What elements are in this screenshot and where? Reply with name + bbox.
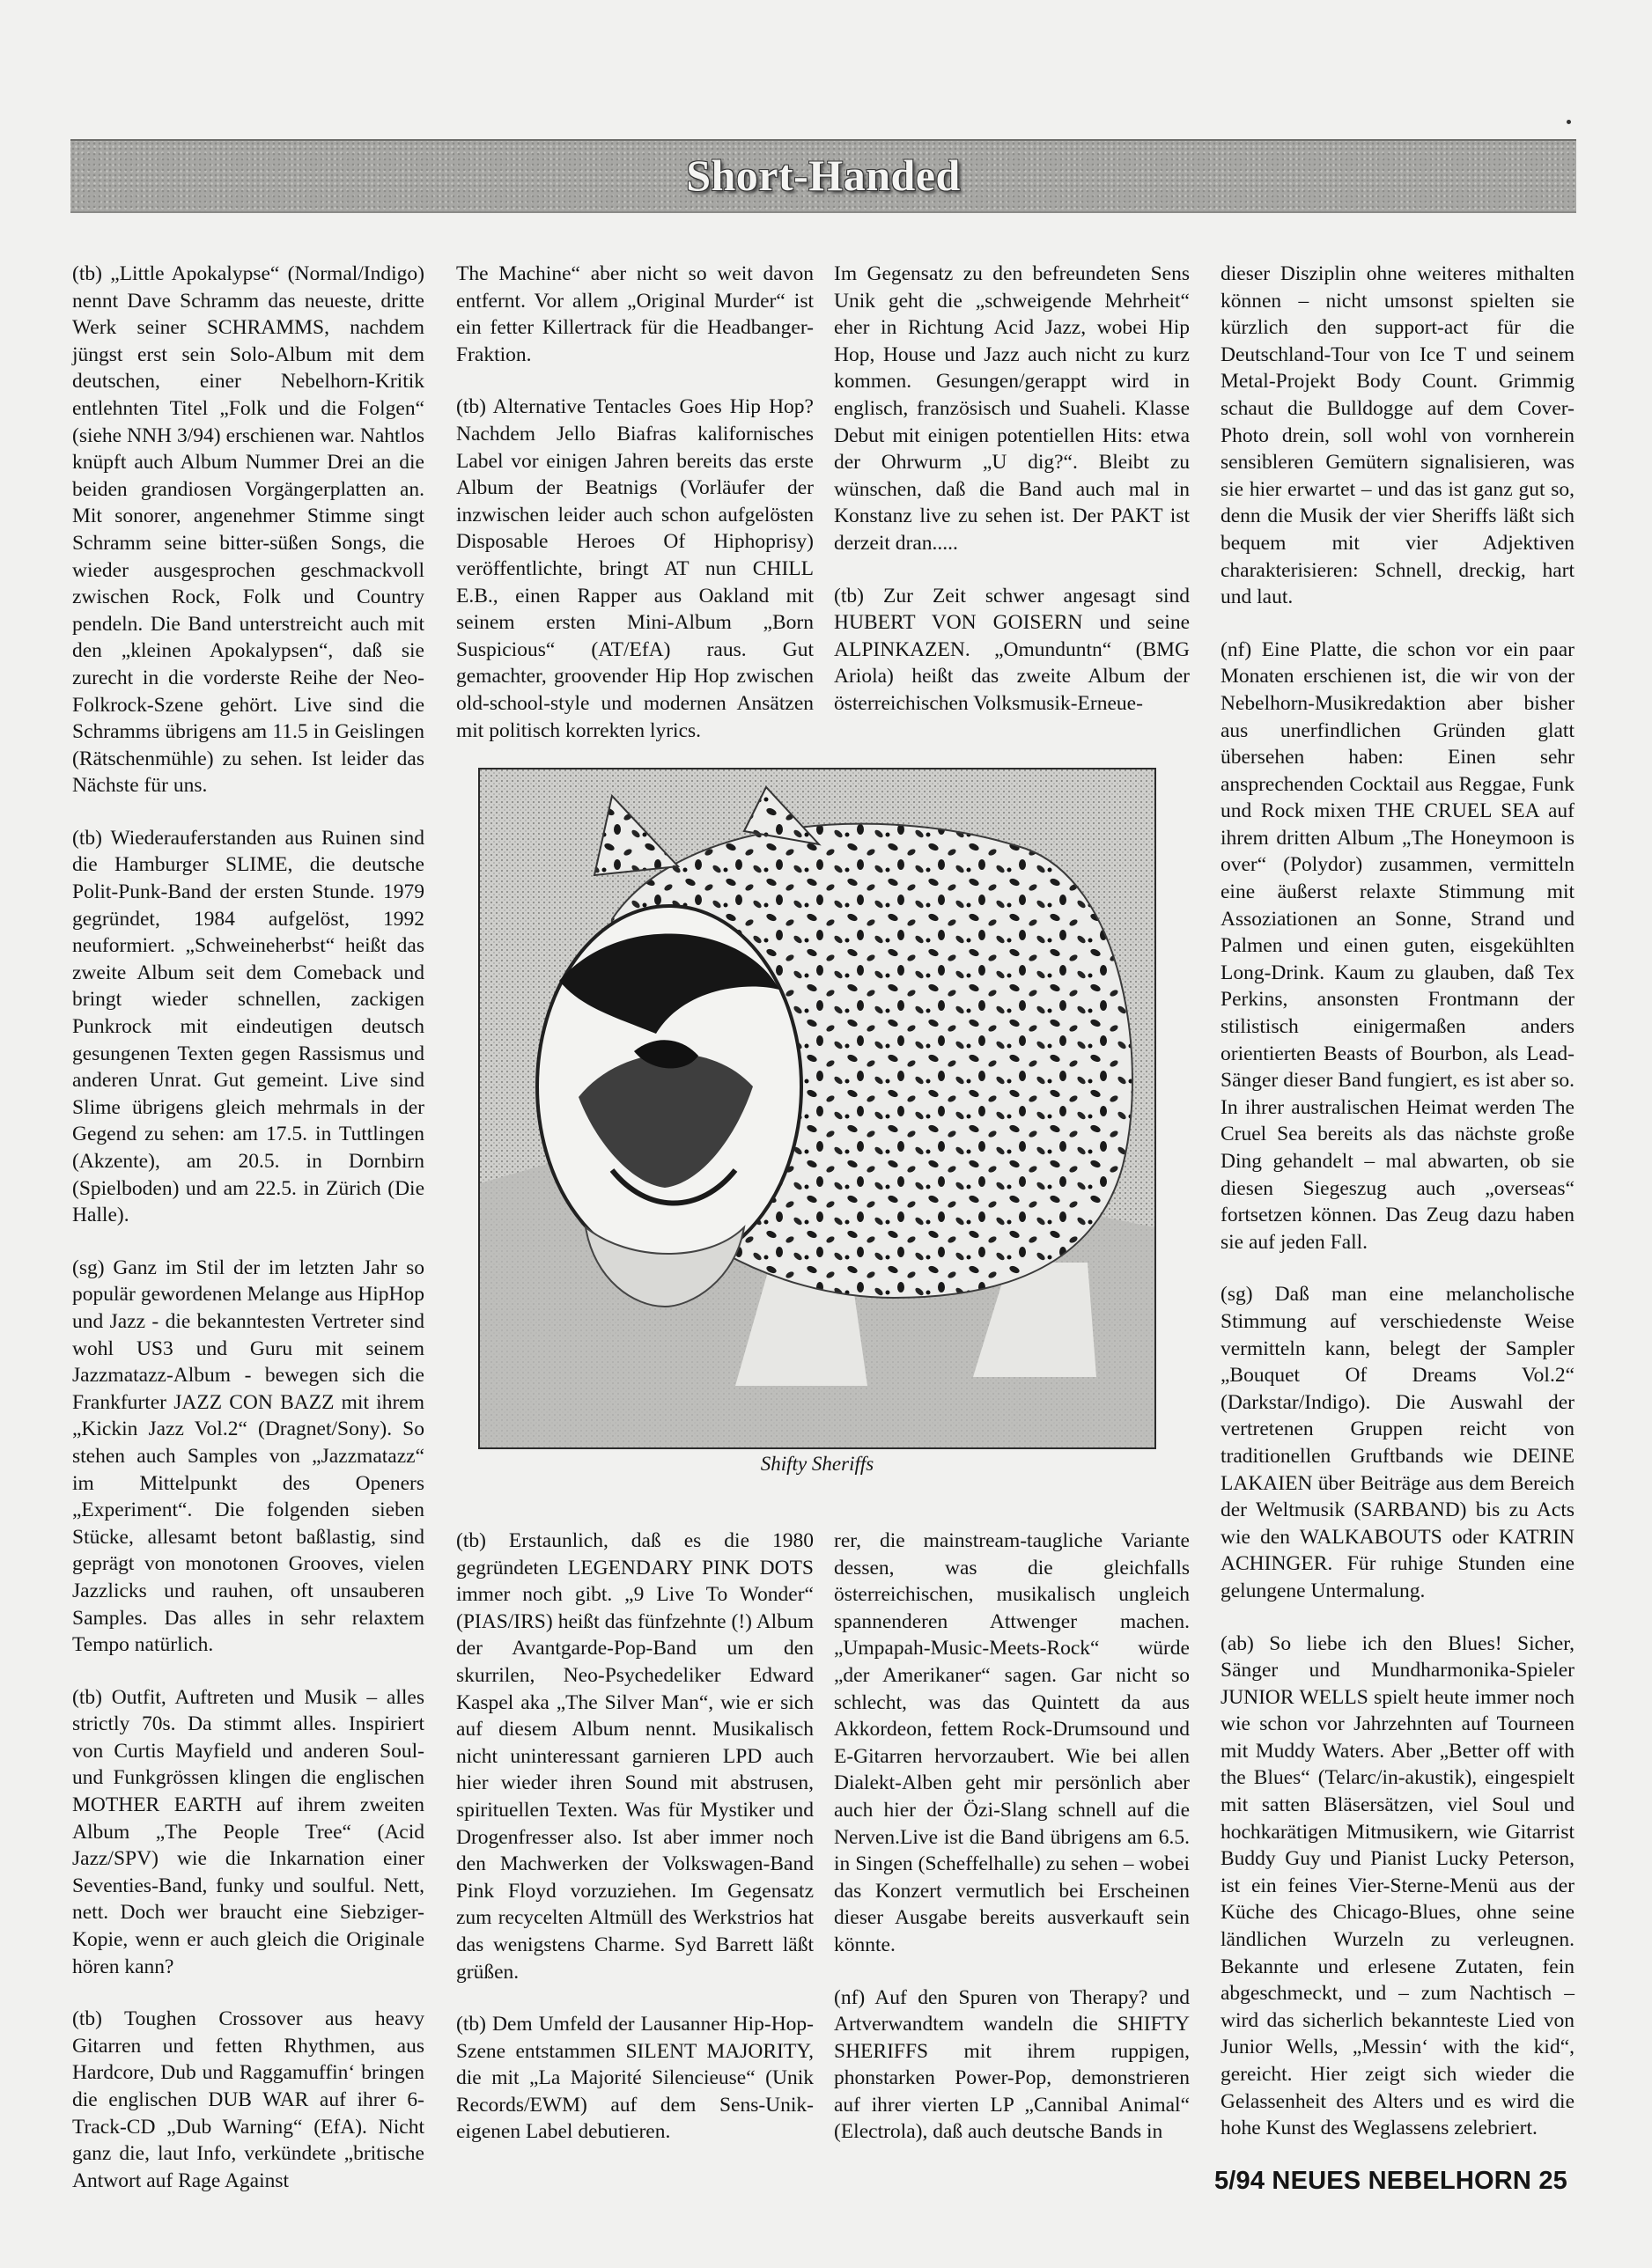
review-shifty-sheriffs: (nf) Auf den Spuren von Therapy? und Artverwandtem wandeln die SHIFTY SHERIFFS mit ihrem ruppigen, phonstarken Power-Pop, demonstrieren auf ihrer vierten LP „Cannibal Animal“ (Electrola), daß auch deutsche Bands in [834,1985,1190,2144]
column-4 [1221,261,1575,2142]
section-banner [70,139,1576,213]
review-hubert-von-goisern: (tb) Zur Zeit schwer angesagt sind HUBERT VON GOISERN und seine ALPINKAZEN. „Omunduntn“ (BMG Ariola) heißt das zweite Album der österreichischen Volksmusik-Erneue- [834,584,1190,715]
review-shifty-sheriffs-cont: dieser Disziplin ohne weiteres mithalten können – nicht umsonst spielten sie kürzlich den support-act für die Deutschland-Tour von Ice T und seinem Metal-Projekt Body Count. Grimmig schaut die Bulldogge auf dem Cover-Photo drein, soll wohl von vornherein sensibleren Gemütern signalisieren, was sie hier erwartet – und das ist ganz gut so, denn die Musik der vier Sheriffs läßt sich bequem mit vier Adjektiven charakterisieren: Schnell, dreckig, hart und laut. [1221,262,1575,609]
review-mother-earth: (tb) Outfit, Auftreten und Musik – alles strictly 70s. Da stimmt alles. Inspiriert von Curtis Mayfield und anderen Soul- und Funkgrössen klingen die englischen MOTHER EARTH auf ihrem zweiten Album „The People Tree“ (Acid Jazz/SPV) wie die Inkarnation einer Seventies-Band, funky und soulful. Nett, nett. Doch wer braucht eine Siebziger-Kopie, wenn er auch gleich die Originale hören kann? [72,1685,424,1978]
column-2-top [456,261,814,744]
photo-caption: Shifty Sheriffs [760,1453,874,1475]
review-chill-eb: (tb) Alternative Tentacles Goes Hip Hop? Nachdem Jello Biafras kalifornisches Label vor einigen Jahren bereits das erste Album der Beatnigs (Vorläufer der inzwischen leider auch schon aufgelösten Disposable Heroes Of Hiphoprisy) veröffentlichte, bringt AT nun CHILL E.B., einen Rapper aus Oakland mit seinem ersten Mini-Album „Born Suspicious“ (AT/EfA) raus. Gut gemachter, groovender Hip Hop zwischen old-school-style und modernen Ansätzen mit politisch korrekten lyrics. [456,395,814,742]
review-junior-wells: (ab) So liebe ich den Blues! Sicher, Sänger und Mundharmonika-Spieler JUNIOR WELLS spielt heute immer noch wie schon vor Jahrzehnten auf Tourneen mit Muddy Waters. Aber „Better off with the Blues“ (Telarc/in-akustik), eingespielt mit satten Bläsersätzen, viel Soul und hochkarätigen Mitmusikern, wie Gitarrist Buddy Guy und Pianist Lucky Peterson, ist ein feines Vier-Sterne-Menü aus der Küche des Chicago-Blues, ohne seine ländlichen Wurzeln zu verleugnen. Bekannte und erlesene Zutaten, fein abgeschmeckt, und – zum Nachtisch – wird das sicherlich bekannteste Lied von Junior Wells, „Messin‘ with the kid“, gereicht. Hier zeigt sich wieder die Gelassenheit des Alters und es wird die hohe Kunst des Weglassens zelebriert. [1221,1631,1575,2140]
bulldog-leopard-mask-image [480,770,1154,1447]
page-footer: 5/94 NEUES NEBELHORN 25 [1213,2167,1567,2195]
review-schramms: (tb) „Little Apokalypse“ (Normal/Indigo) nennt Dave Schramm das neueste, dritte Werk seiner SCHRAMMS, nachdem jüngst erst sein Solo-Album mit dem deutschen, einer Nebelhorn-Kritik entlehnten Titel „Folk und die Folgen“ (siehe NNH 3/94) erschienen war. Nahtlos knüpft auch Album Nummer Drei an die beiden grandiosen Vorgängerplatten an. Mit sonorer, angenehmer Stimme singt Schramm seine bitter-süßen Songs, die wieder ausgesprochen geschmackvoll zwischen Rock, Folk und Country pendeln. Die Band unterstreicht auch mit den „kleinen Apokalypsen“, daß sie zurecht in die vorderste Reihe der Neo-Folkrock-Szene gehört. Live sind die Schramms übrigens am 11.5 in Geislingen (Rätschenmühle) zu sehen. Ist leider das Nächste für uns. [72,262,424,798]
review-dub-war-cont: The Machine“ aber nicht so weit davon entfernt. Vor allem „Original Murder“ ist ein fetter Killertrack für die Headbanger-Fraktion. [456,262,814,366]
review-hubert-von-goisern-cont: rer, die mainstream-taugliche Variante dessen, was die gleichfalls österreichischen, musikalisch ungleich spannenderen Attwenger machen. „Umpapah-Music-Meets-Rock“ würde „der Amerikaner“ sagen. Gar nicht so schlecht, was das Quintett da aus Akkordeon, fettem Rock-Drumsound und E-Gitarren hervorzaubert. Wie bei allen Dialekt-Alben geht mir persönlich aber auch hier der Özi-Slang schnell auf die Nerven.Live ist die Band übrigens am 6.5. in Singen (Scheffelhalle) zu sehen – wobei das Konzert vermutlich bei Erscheinen dieser Ausgabe bereits ausverkauft sein könnte. [834,1529,1190,1956]
column-1 [72,261,424,2194]
band-photo [478,768,1156,1449]
review-dub-war: (tb) Toughen Crossover aus heavy Gitarren und fetten Rhythmen, aus Hardcore, Dub und Raggamuffin‘ bringen die englischen DUB WAR auf ihrer 6-Track-CD „Dub Warning“ (EfA). Nicht ganz die, laut Info, verkündete „britische Antwort auf Rage Against [72,2007,424,2192]
column-2-bottom [456,1528,814,2146]
review-legendary-pink-dots: (tb) Erstaunlich, daß es die 1980 gegründeten LEGENDARY PINK DOTS immer noch gibt. „9 Live To Wonder“ (PIAS/IRS) heißt das fünfzehnte (!) Album der Avantgarde-Pop-Band um den skurrilen, Neo-Psychedeliker Edward Kaspel aka „The Silver Man“, wie er sich auf diesem Album nennt. Musikalisch nicht uninteressant garnieren LPD auch hier wieder ihren Sound mit abstrusen, spirituellen Texten. Was für Mystiker und Drogenfresser also. Ist aber immer noch den Machwerken der Volkswagen-Band Pink Floyd vorzuziehen. Im Gegensatz zum recycelten Altmüll des Werkstrios hat das wenigstens Charme. Syd Barrett läßt grüßen. [456,1529,814,1984]
review-slime: (tb) Wiederauferstanden aus Ruinen sind die Hamburger SLIME, die deutsche Polit-Punk-Band der ersten Stunde. 1979 gegründet, 1984 aufgelöst, 1992 neuformiert. „Schweineherbst“ heißt das zweite Album seit dem Comeback und bringt wieder schnellen, zackigen Punkrock mit eindeutigen deutsch gesungenen Texten gegen Rassismus und anderen Unrat. Gut gemeint. Live sind Slime übrigens gleich mehrmals in der Gegend zu sehen: am 17.5. in Tuttlingen (Akzente), am 20.5. in Dornbirn (Spielboden) und am 22.5. in Zürich (Die Halle). [72,826,424,1227]
review-silent-majority-cont: Im Gegensatz zu den befreundeten Sens Unik geht die „schweigende Mehrheit“ eher in Richtung Acid Jazz, wobei Hip Hop, House und Jazz auch nicht zu kurz kommen. Gesungen/gerappt wird in englisch, französisch und Suaheli. Klasse Debut mit einigen potentiellen Hits: etwa der Ohrwurm „U dig?“. Bleibt zu wünschen, daß die Band auch mal in Konstanz live zu sehen ist. Der PAKT ist derzeit dran..... [834,262,1190,555]
review-cruel-sea: (nf) Eine Platte, die schon vor ein paar Monaten erschienen ist, die wir von der Nebelhorn-Musikredaktion aber bisher aus unerfindlichen Gründen glatt übersehen haben: Einen sehr ansprechenden Cocktail aus Reggae, Funk und Rock mixen THE CRUEL SEA auf ihrem dritten Album „The Honeymoon is over“ (Polydor) zusammen, vermitteln eine äußerst relaxte Stimmung mit Assoziationen an Sonne, Strand und Palmen und einen guten, eisgekühlten Long-Drink. Kaum zu glauben, daß Tex Perkins, ansonsten Frontmann der stilistisch einigermaßen anders orientierten Beasts of Bourbon, als Lead-Sänger dieser Band fungiert, es ist aber so. In ihrer australischen Heimat werden The Cruel Sea bereits als das nächste große Ding gehandelt – mal abwarten, ob sie diesen Siegeszug auch „overseas“ fortsetzen können. Das Zeug dazu haben sie auf jeden Fall. [1221,637,1575,1254]
review-jazz-con-bazz: (sg) Ganz im Stil der im letzten Jahr so populär gewordenen Melange aus HipHop und Jazz - die bekanntesten Vertreter sind wohl US3 und Guru mit seinem Jazzmatazz-Album - bewegen sich die Frankfurter JAZZ CON BAZZ mit ihrem „Kickin Jazz Vol.2“ (Dragnet/Sony). So stehen auch Samples von „Jazzmatazz“ im Mittelpunkt des Openers „Experiment“. Die folgenden sieben Stücke, allesamt betont baßlastig, sind geprägt von monotonen Grooves, vielen Jazzlicks und rauhen, oft unsauberen Samples. Das alles in sehr relaxtem Tempo natürlich. [72,1256,424,1657]
column-3-bottom [834,1528,1190,2146]
review-bouquet-of-dreams: (sg) Daß man eine melancholische Stimmung auf verschiedenste Weise vermitteln kann, belegt der Sampler „Bouquet Of Dreams Vol.2“ (Darkstar/Indigo). Die Auswahl der vertretenen Gruppen reicht von traditionellen Gruftbands wie DEINE LAKAIEN über Beiträge aus dem Bereich der Weltmusik (SARBAND) bis zu Acts wie den WALKABOUTS oder KATRIN ACHINGER. Für ruhige Stunden eine gelungene Untermalung. [1221,1283,1575,1602]
column-3-top [834,261,1190,718]
review-silent-majority: (tb) Dem Umfeld der Lausanner Hip-Hop-Szene entstammen SILENT MAJORITY, die mit „La Majorité Silencieuse“ (Unik Records/EWM) auf dem Sens-Unik-eigenen Label debutieren. [456,2013,814,2144]
print-speck [1567,120,1571,124]
section-title: Short-Handed [686,151,961,200]
